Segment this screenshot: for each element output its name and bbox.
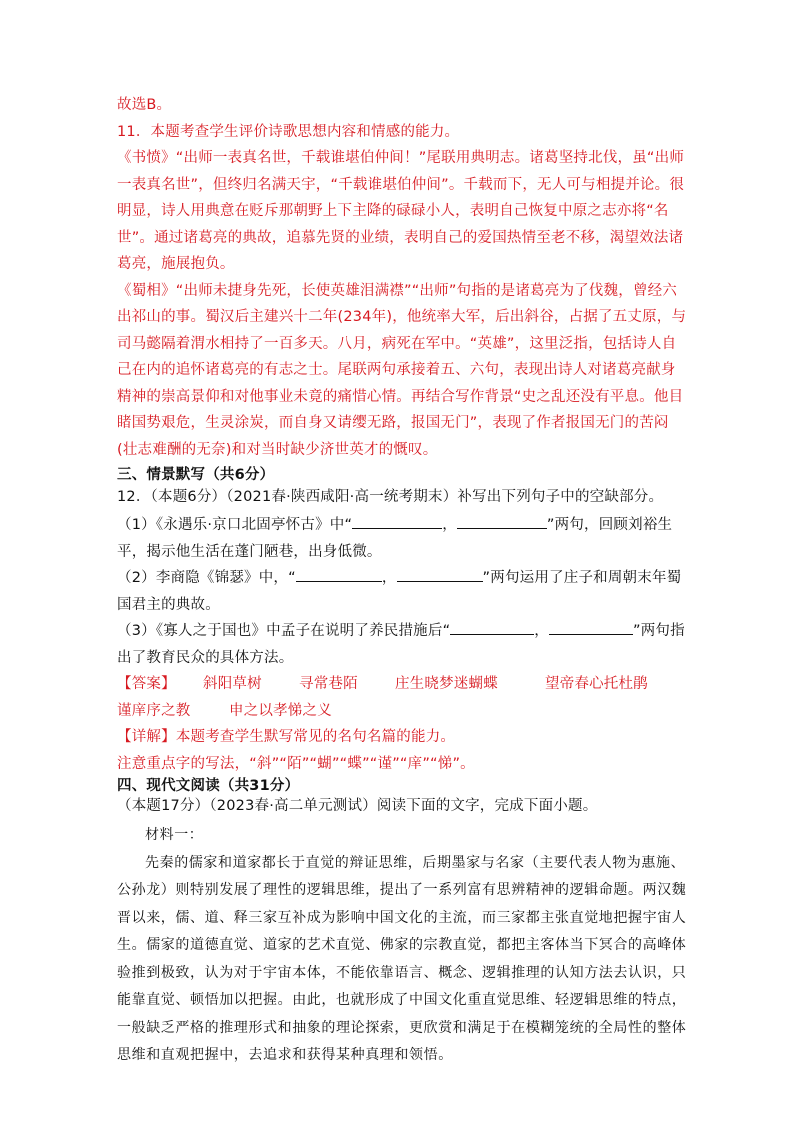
answer-5: 谨庠序之教	[117, 702, 191, 719]
item3-text-a: （3）《寡人之于国也》中孟子在说明了养民措施后“	[117, 623, 451, 639]
q12-item-3	[117, 618, 687, 671]
section-3	[117, 464, 687, 777]
section-4	[117, 776, 687, 1070]
answer-6: 申之以孝悌之义	[229, 702, 332, 719]
blank-4[interactable]	[397, 565, 483, 582]
answer-label: 【答案】	[117, 676, 176, 692]
choose-b-line: 故选B。	[117, 97, 172, 113]
item3-text-b: ”两句指出了教育民众的具体方法。	[117, 623, 685, 666]
blank-5[interactable]	[450, 618, 534, 635]
item2-sep: ，	[381, 570, 397, 586]
blank-1[interactable]	[352, 512, 442, 529]
section-3-heading: 三、情景默写（共6分）	[117, 467, 275, 483]
item1-text-a: （1）《永遇乐·京口北固亭怀古》中“	[117, 517, 353, 533]
answer-line-1	[117, 671, 687, 698]
q12-item-1	[117, 512, 687, 565]
answer-1: 斜阳草树	[203, 676, 262, 692]
section-4-stem: （本题17分）（2023春·高二单元测试）阅读下面的文字，完成下面小题。	[117, 798, 598, 814]
spelling-note: 注意重点字的写法，“斜”“陌”“蝴”“蝶”“谨”“庠”“悌”。	[117, 755, 475, 772]
answer-line-2	[117, 698, 687, 725]
q12-item-2	[117, 565, 687, 618]
shuxiang-analysis: 《蜀相》“出师未捷身先死，长使英雄泪满襟”“出师”句指的是诸葛亮为了伐魏，曾经六出祁山的事。蜀汉后主建兴十二年(234年)，他统率大军，后出斜谷，占据了五丈原，与司马懿隔着渭水相持了一百多天。八月，病死在军中。“英雄”，这里泛指，包括诗人自己在内的追怀诸葛亮的有志之士。尾联两句承接着五、六句，表现出诗人对诸葛亮献身精神的崇高景仰和对他事业未竟的痛惜心情。再结合写作背景“史之乱还没有平息。他目睹国势艰危，生灵涂炭，而自身又请缨无路，报国无门”，表现了作者报国无门的苦闷(壮志难酬的无奈)和对当时缺少济世英才的慨叹。	[117, 282, 687, 458]
item1-sep: ，	[442, 517, 457, 533]
answer-3: 庄生晓梦迷蝴蝶	[395, 676, 498, 692]
section-4-heading: 四、现代文阅读（共31分）	[117, 778, 300, 794]
answer-2: 寻常巷陌	[299, 676, 358, 692]
answer-4: 望帝春心托杜鹃	[545, 676, 648, 692]
q11-intro: 11．本题考查学生评价诗歌思想内容和情感的能力。	[117, 123, 460, 140]
item2-text-b: ”两句运用了庄子和周朝末年蜀国君主的典故。	[117, 570, 682, 613]
detail-text: 本题考查学生默写常见的名句名篇的能力。	[175, 729, 456, 745]
q12-stem: 12．（本题6分）（2021春·陕西咸阳·高一统考期末）补写出下列句子中的空缺部分。	[117, 489, 664, 505]
item1-text-b: ”两句，回顾刘裕生平，揭示他生活在蓬门陋巷，出身低微。	[117, 517, 673, 560]
material-1-label: 材料一：	[145, 827, 204, 843]
item3-sep: ，	[534, 623, 549, 639]
shufen-analysis: 《书愤》“出师一表真名世，千载谁堪伯仲间！”尾联用典明志。诸葛坚持北伐，虽“出师一表真名世”，但终归名满天宇，“千载谁堪伯仲间”。千载而下，无人可与相提并论。很明显，诗人用典意在贬斥那朝野上下主降的碌碌小人，表明自己恢复中原之志亦将“名世”。通过诸葛亮的典故，追慕先贤的业绩，表明自己的爱国热情至老不移，渴望效法诸葛亮，施展抱负。	[117, 150, 685, 272]
answer-block	[117, 671, 687, 777]
detail-line	[117, 724, 687, 751]
blank-6[interactable]	[549, 618, 633, 635]
blank-2[interactable]	[457, 512, 547, 529]
blank-3[interactable]	[296, 565, 382, 582]
material-1-text: 先秦的儒家和道家都长于直觉的辩证思维，后期墨家与名家（主要代表人物为惠施、公孙龙）则特别发展了理性的逻辑思维，提出了一系列富有思辨精神的逻辑命题。两汉魏晋以来，儒、道、释三家互补成为影响中国文化的主流，而三家都主张直觉地把握宇宙人生。儒家的道德直觉、道家的艺术直觉、佛家的宗教直觉，都把主客体当下冥合的高峰体验推到极致，认为对于宇宙本体，不能依靠语言、概念、逻辑推理的认知方法去认识，只能靠直觉、顿悟加以把握。由此，也就形成了中国文化重直觉思维、轻逻辑思维的特点，一般缺乏严格的推理形式和抽象的理论探索，更欣赏和满足于在模糊笼统的全局性的整体思维和直观把握中，去追求和获得某种真理和领悟。	[117, 854, 687, 1063]
q10-conclusion	[117, 92, 687, 463]
item2-text-a: （2）李商隐《锦瑟》中，“	[117, 570, 296, 586]
detail-label: 【详解】	[117, 729, 176, 745]
